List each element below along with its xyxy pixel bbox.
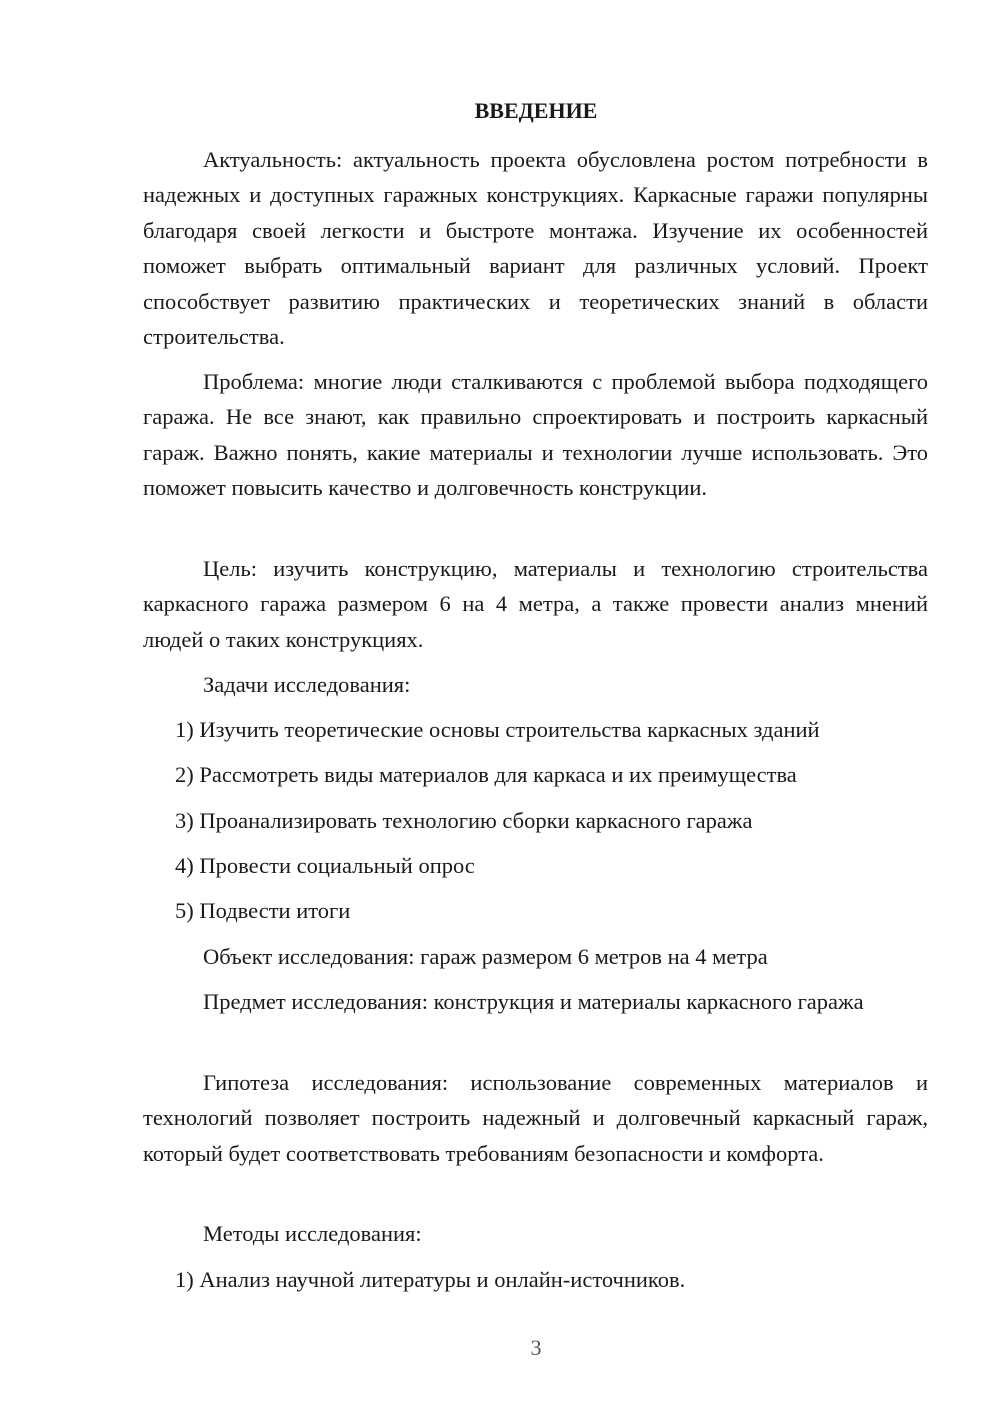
task-item: 4) Провести социальный опрос	[175, 853, 475, 878]
relevance-paragraph: Актуальность: актуальность проекта обусловлена ростом потребности в надежных и доступных гаражных конструкциях. Каркасные гаражи популярны благодаря своей легкости и быстроте монтажа. Изучение их особенностей поможет выбрать оптимальный вариант для различных условий. Проект способствует развитию практических и теоретических знаний в области строительства.	[143, 147, 928, 350]
goal-paragraph: Цель: изучить конструкцию, материалы и технологию строительства каркасного гаража размером 6 на 4 метра, а также провести анализ мнений людей о таких конструкциях.	[143, 556, 928, 652]
hypothesis-paragraph: Гипотеза исследования: использование современных материалов и технологий позволяет построить надежный и долговечный каркасный гараж, который будет соответствовать требованиям безопасности и комфорта.	[143, 1070, 928, 1166]
task-item: 2) Рассмотреть виды материалов для каркаса и их преимущества	[175, 762, 797, 787]
method-item: 1) Анализ научной литературы и онлайн-источников.	[175, 1267, 686, 1292]
page-number: 3	[530, 1335, 542, 1360]
problem-paragraph: Проблема: многие люди сталкиваются с проблемой выбора подходящего гаража. Не все знают, как правильно спроектировать и построить каркасный гараж. Важно понять, какие материалы и технологии лучше использовать. Это поможет повысить качество и долговечность конструкции.	[143, 369, 928, 501]
section-heading: ВВЕДЕНИЕ	[474, 98, 598, 123]
object-paragraph: Объект исследования: гараж размером 6 метров на 4 метра	[203, 944, 768, 969]
methods-heading: Методы исследования:	[203, 1221, 422, 1246]
task-item: 5) Подвести итоги	[175, 898, 351, 923]
subject-paragraph: Предмет исследования: конструкция и материалы каркасного гаража	[203, 989, 864, 1014]
task-item: 1) Изучить теоретические основы строительства каркасных зданий	[175, 717, 820, 742]
tasks-heading: Задачи исследования:	[203, 672, 411, 697]
task-item: 3) Проанализировать технологию сборки каркасного гаража	[175, 808, 753, 833]
